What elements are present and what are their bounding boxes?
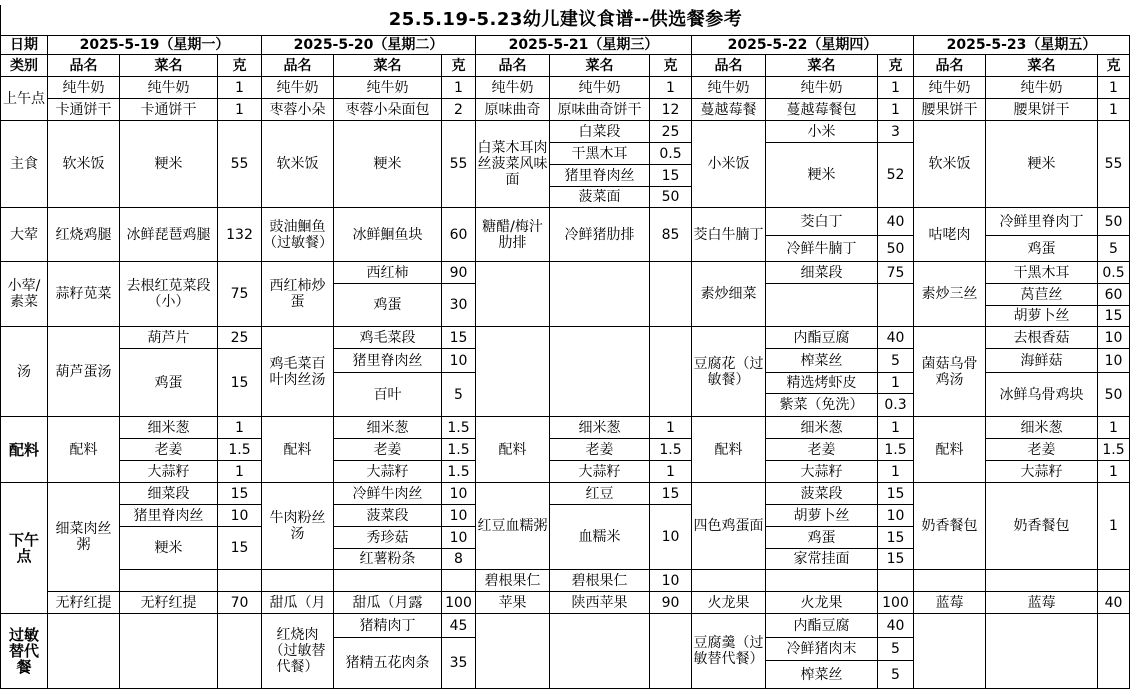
dish-cell[interactable]: 西红柿: [334, 262, 442, 284]
gram-cell[interactable]: 10: [650, 570, 692, 592]
item-cell[interactable]: 红烧肉（过敏替代餐）: [262, 614, 334, 689]
item-cell[interactable]: 菌菇乌骨鸡汤: [914, 327, 986, 417]
gram-cell[interactable]: 15: [878, 549, 914, 570]
item-cell[interactable]: 软米饭: [914, 121, 986, 208]
gram-cell[interactable]: 1.5: [218, 439, 262, 461]
gram-cell[interactable]: 0.3: [878, 394, 914, 417]
item-cell[interactable]: 无籽红提: [48, 592, 120, 614]
gram-cell[interactable]: 15: [442, 327, 476, 349]
header-date[interactable]: 日期: [0, 35, 48, 55]
category-seasoning[interactable]: 配料: [0, 417, 48, 483]
gram-cell[interactable]: 1: [878, 373, 914, 394]
dish-cell[interactable]: 莴苣丝: [986, 284, 1098, 306]
item-cell[interactable]: 蓝莓: [914, 592, 986, 614]
dish-cell[interactable]: 红薯粉条: [334, 549, 442, 570]
gram-cell[interactable]: 5: [1098, 236, 1130, 262]
dish-cell[interactable]: 鸡蛋: [986, 236, 1098, 262]
dish-cell[interactable]: 冰鲜琵琶鸡腿: [120, 208, 218, 262]
dish-cell[interactable]: 老姜: [986, 439, 1098, 461]
gram-cell[interactable]: 5: [878, 661, 914, 689]
item-cell[interactable]: 茭白牛腩丁: [692, 208, 766, 262]
item-cell[interactable]: 葫芦蛋汤: [48, 327, 120, 417]
dish-cell[interactable]: 细米葱: [120, 417, 218, 439]
gram-cell[interactable]: 100: [442, 592, 476, 614]
dish-cell[interactable]: 卡通饼干: [120, 99, 218, 121]
dish-cell[interactable]: 纯牛奶: [120, 77, 218, 99]
dish-cell[interactable]: 干黑木耳: [550, 143, 650, 165]
gram-cell[interactable]: 15: [650, 165, 692, 187]
dish-cell[interactable]: 奶香餐包: [986, 483, 1098, 570]
empty-cell[interactable]: [692, 570, 766, 592]
gram-cell[interactable]: 1: [878, 461, 914, 483]
dish-cell[interactable]: 腰果饼干: [986, 99, 1098, 121]
dish-cell[interactable]: 老姜: [334, 439, 442, 461]
gram-cell[interactable]: 1: [878, 77, 914, 99]
dish-cell[interactable]: 细米葱: [986, 417, 1098, 439]
dish-cell[interactable]: 鸡蛋: [120, 349, 218, 417]
empty-cell[interactable]: [766, 284, 878, 327]
dish-cell[interactable]: 粳米: [766, 143, 878, 208]
gram-cell[interactable]: 75: [878, 262, 914, 284]
header-day[interactable]: 2025-5-20（星期二）: [262, 35, 476, 55]
item-cell[interactable]: 素炒三丝: [914, 262, 986, 327]
dish-cell[interactable]: 纯牛奶: [550, 77, 650, 99]
gram-cell[interactable]: 132: [218, 208, 262, 262]
header-day[interactable]: 2025-5-19（星期一）: [48, 35, 262, 55]
gram-cell[interactable]: 10: [218, 505, 262, 527]
empty-cell[interactable]: [986, 614, 1098, 689]
dish-cell[interactable]: 猪里脊肉丝: [120, 505, 218, 527]
dish-cell[interactable]: 家常挂面: [766, 549, 878, 570]
item-cell[interactable]: 红烧鸡腿: [48, 208, 120, 262]
empty-cell[interactable]: [1098, 570, 1130, 592]
gram-cell[interactable]: 55: [218, 121, 262, 208]
gram-cell[interactable]: 1: [878, 417, 914, 439]
gram-cell[interactable]: 55: [442, 121, 476, 208]
empty-cell[interactable]: [218, 614, 262, 689]
item-cell[interactable]: 甜瓜（月: [262, 592, 334, 614]
dish-cell[interactable]: 菠菜面: [550, 187, 650, 208]
gram-cell[interactable]: 1: [1098, 77, 1130, 99]
item-cell[interactable]: 鸡毛菜百叶肉丝汤: [262, 327, 334, 417]
item-cell[interactable]: 红豆血糯粥: [476, 483, 550, 570]
item-cell[interactable]: 软米饭: [48, 121, 120, 208]
gram-cell[interactable]: 1: [650, 77, 692, 99]
category-veg[interactable]: 小荤/素菜: [0, 262, 48, 327]
item-cell[interactable]: 白菜木耳肉丝菠菜风味面: [476, 121, 550, 208]
empty-cell[interactable]: [218, 570, 262, 592]
dish-cell[interactable]: 菠菜段: [334, 505, 442, 527]
dish-cell[interactable]: 老姜: [766, 439, 878, 461]
category-afternoon[interactable]: 下午点: [0, 483, 48, 614]
gram-cell[interactable]: 50: [1098, 373, 1130, 417]
item-cell[interactable]: 纯牛奶: [914, 77, 986, 99]
item-cell[interactable]: 纯牛奶: [262, 77, 334, 99]
gram-cell[interactable]: 90: [442, 262, 476, 284]
header-item[interactable]: 品名: [48, 55, 120, 77]
item-cell[interactable]: 苹果: [476, 592, 550, 614]
dish-cell[interactable]: 内酯豆腐: [766, 327, 878, 349]
empty-cell[interactable]: [48, 614, 120, 689]
dish-cell[interactable]: 红豆: [550, 483, 650, 505]
gram-cell[interactable]: 0.5: [650, 143, 692, 165]
item-cell[interactable]: 原味曲奇: [476, 99, 550, 121]
item-cell[interactable]: 卡通饼干: [48, 99, 120, 121]
item-cell[interactable]: 火龙果: [692, 592, 766, 614]
empty-cell[interactable]: [1098, 614, 1130, 689]
dish-cell[interactable]: 猪里脊肉丝: [550, 165, 650, 187]
item-cell[interactable]: 配料: [262, 417, 334, 483]
gram-cell[interactable]: 1.5: [442, 461, 476, 483]
dish-cell[interactable]: 精选烤虾皮: [766, 373, 878, 394]
dish-cell[interactable]: 小米: [766, 121, 878, 143]
dish-cell[interactable]: 大蒜籽: [550, 461, 650, 483]
dish-cell[interactable]: 老姜: [120, 439, 218, 461]
dish-cell[interactable]: 冷鲜猪肉末: [766, 638, 878, 661]
dish-cell[interactable]: 碧根果仁: [550, 570, 650, 592]
dish-cell[interactable]: 冷鲜牛腩丁: [766, 236, 878, 262]
dish-cell[interactable]: 甜瓜（月露: [334, 592, 442, 614]
dish-cell[interactable]: 鸡蛋: [334, 284, 442, 327]
item-cell[interactable]: 西红柿炒蛋: [262, 262, 334, 327]
gram-cell[interactable]: 10: [878, 505, 914, 527]
header-gram[interactable]: 克: [650, 55, 692, 77]
dish-cell[interactable]: 细菜段: [766, 262, 878, 284]
gram-cell[interactable]: 50: [1098, 208, 1130, 236]
dish-cell[interactable]: 细米葱: [334, 417, 442, 439]
empty-cell[interactable]: [878, 570, 914, 592]
empty-cell[interactable]: [878, 284, 914, 327]
item-cell[interactable]: 蒜籽苋菜: [48, 262, 120, 327]
dish-cell[interactable]: 去根红苋菜段（小）: [120, 262, 218, 327]
header-dish[interactable]: 菜名: [334, 55, 442, 77]
gram-cell[interactable]: 10: [442, 527, 476, 549]
item-cell[interactable]: 纯牛奶: [48, 77, 120, 99]
gram-cell[interactable]: 25: [650, 121, 692, 143]
dish-cell[interactable]: 冰鲜鮰鱼块: [334, 208, 442, 262]
dish-cell[interactable]: 纯牛奶: [766, 77, 878, 99]
header-gram[interactable]: 克: [218, 55, 262, 77]
gram-cell[interactable]: 52: [878, 143, 914, 208]
dish-cell[interactable]: 榨菜丝: [766, 661, 878, 689]
dish-cell[interactable]: 大蒜籽: [766, 461, 878, 483]
empty-cell[interactable]: [650, 262, 692, 327]
header-dish[interactable]: 菜名: [766, 55, 878, 77]
dish-cell[interactable]: 枣蓉小朵面包: [334, 99, 442, 121]
header-gram[interactable]: 克: [442, 55, 476, 77]
item-cell[interactable]: 咕咾肉: [914, 208, 986, 262]
header-dish[interactable]: 菜名: [986, 55, 1098, 77]
dish-cell[interactable]: 大蒜籽: [986, 461, 1098, 483]
dish-cell[interactable]: 猪精五花肉条: [334, 638, 442, 689]
empty-cell[interactable]: [48, 570, 120, 592]
gram-cell[interactable]: 10: [1098, 349, 1130, 373]
gram-cell[interactable]: 15: [1098, 306, 1130, 327]
item-cell[interactable]: 纯牛奶: [692, 77, 766, 99]
item-cell[interactable]: 配料: [914, 417, 986, 483]
dish-cell[interactable]: 粳米: [120, 121, 218, 208]
item-cell[interactable]: 豆腐羹（过敏替代餐）: [692, 614, 766, 689]
gram-cell[interactable]: 1.5: [1098, 439, 1130, 461]
header-item[interactable]: 品名: [262, 55, 334, 77]
dish-cell[interactable]: 茭白丁: [766, 208, 878, 236]
gram-cell[interactable]: 75: [218, 262, 262, 327]
dish-cell[interactable]: 猪里脊肉丝: [334, 349, 442, 373]
gram-cell[interactable]: 15: [878, 527, 914, 549]
empty-cell[interactable]: [914, 570, 986, 592]
gram-cell[interactable]: 1: [218, 417, 262, 439]
empty-cell[interactable]: [476, 262, 550, 327]
item-cell[interactable]: 配料: [476, 417, 550, 483]
dish-cell[interactable]: 细菜段: [120, 483, 218, 505]
gram-cell[interactable]: 8: [442, 549, 476, 570]
empty-cell[interactable]: [442, 570, 476, 592]
dish-cell[interactable]: 猪精肉丁: [334, 614, 442, 638]
empty-cell[interactable]: [120, 614, 218, 689]
dish-cell[interactable]: 内酯豆腐: [766, 614, 878, 638]
empty-cell[interactable]: [334, 570, 442, 592]
gram-cell[interactable]: 30: [442, 284, 476, 327]
item-cell[interactable]: 枣蓉小朵: [262, 99, 334, 121]
gram-cell[interactable]: 60: [1098, 284, 1130, 306]
dish-cell[interactable]: 火龙果: [766, 592, 878, 614]
gram-cell[interactable]: 5: [878, 638, 914, 661]
dish-cell[interactable]: 胡萝卜丝: [986, 306, 1098, 327]
dish-cell[interactable]: 葫芦片: [120, 327, 218, 349]
dish-cell[interactable]: 紫菜（免洗）: [766, 394, 878, 417]
gram-cell[interactable]: 1.5: [442, 439, 476, 461]
item-cell[interactable]: 牛肉粉丝汤: [262, 483, 334, 570]
item-cell[interactable]: 配料: [692, 417, 766, 483]
header-dish[interactable]: 菜名: [550, 55, 650, 77]
gram-cell[interactable]: 1: [218, 461, 262, 483]
header-item[interactable]: 品名: [476, 55, 550, 77]
item-cell[interactable]: 细菜肉丝粥: [48, 483, 120, 592]
category-allergy[interactable]: 过敏替代餐: [0, 614, 48, 689]
gram-cell[interactable]: 1: [218, 99, 262, 121]
gram-cell[interactable]: 1: [1098, 99, 1130, 121]
gram-cell[interactable]: 40: [878, 208, 914, 236]
dish-cell[interactable]: 细米葱: [550, 417, 650, 439]
category-staple[interactable]: 主食: [0, 121, 48, 208]
gram-cell[interactable]: 5: [878, 349, 914, 373]
gram-cell[interactable]: 50: [878, 236, 914, 262]
gram-cell[interactable]: 15: [218, 527, 262, 570]
empty-cell[interactable]: [550, 262, 650, 327]
dish-cell[interactable]: 冷鲜猪肋排: [550, 208, 650, 262]
gram-cell[interactable]: 40: [878, 327, 914, 349]
item-cell[interactable]: 配料: [48, 417, 120, 483]
gram-cell[interactable]: 40: [1098, 592, 1130, 614]
empty-cell[interactable]: [914, 614, 986, 689]
dish-cell[interactable]: 粳米: [986, 121, 1098, 208]
item-cell[interactable]: 糖醋/梅汁肋排: [476, 208, 550, 262]
empty-cell[interactable]: [766, 570, 878, 592]
gram-cell[interactable]: 100: [878, 592, 914, 614]
gram-cell[interactable]: 1.5: [650, 439, 692, 461]
dish-cell[interactable]: 陕西苹果: [550, 592, 650, 614]
dish-cell[interactable]: 干黑木耳: [986, 262, 1098, 284]
gram-cell[interactable]: 70: [218, 592, 262, 614]
sheet-title[interactable]: 25.5.19-5.23幼儿建议食谱--供选餐参考: [0, 5, 1130, 35]
category-meat[interactable]: 大荤: [0, 208, 48, 262]
gram-cell[interactable]: 90: [650, 592, 692, 614]
gram-cell[interactable]: 15: [650, 483, 692, 505]
dish-cell[interactable]: 原味曲奇饼干: [550, 99, 650, 121]
header-gram[interactable]: 克: [1098, 55, 1130, 77]
dish-cell[interactable]: 蔓越莓餐包: [766, 99, 878, 121]
empty-cell[interactable]: [650, 327, 692, 417]
gram-cell[interactable]: 10: [442, 483, 476, 505]
dish-cell[interactable]: 白菜段: [550, 121, 650, 143]
gram-cell[interactable]: 0.5: [1098, 262, 1130, 284]
gram-cell[interactable]: 15: [218, 483, 262, 505]
header-day[interactable]: 2025-5-21（星期三）: [476, 35, 692, 55]
gram-cell[interactable]: 15: [878, 483, 914, 505]
dish-cell[interactable]: 纯牛奶: [986, 77, 1098, 99]
dish-cell[interactable]: 老姜: [550, 439, 650, 461]
gram-cell[interactable]: 1: [1098, 483, 1130, 570]
gram-cell[interactable]: 1: [650, 417, 692, 439]
dish-cell[interactable]: 蓝莓: [986, 592, 1098, 614]
dish-cell[interactable]: 细米葱: [766, 417, 878, 439]
gram-cell[interactable]: 1: [1098, 461, 1130, 483]
gram-cell[interactable]: 2: [442, 99, 476, 121]
gram-cell[interactable]: 1: [878, 99, 914, 121]
gram-cell[interactable]: 40: [878, 614, 914, 638]
gram-cell[interactable]: 10: [442, 505, 476, 527]
dish-cell[interactable]: 百叶: [334, 373, 442, 417]
header-item[interactable]: 品名: [692, 55, 766, 77]
dish-cell[interactable]: 海鲜菇: [986, 349, 1098, 373]
gram-cell[interactable]: 35: [442, 638, 476, 689]
dish-cell[interactable]: 榨菜丝: [766, 349, 878, 373]
gram-cell[interactable]: 85: [650, 208, 692, 262]
item-cell[interactable]: 小米饭: [692, 121, 766, 208]
dish-cell[interactable]: 冷鲜牛肉丝: [334, 483, 442, 505]
gram-cell[interactable]: 45: [442, 614, 476, 638]
gram-cell[interactable]: 25: [218, 327, 262, 349]
header-gram[interactable]: 克: [878, 55, 914, 77]
gram-cell[interactable]: 1: [218, 77, 262, 99]
gram-cell[interactable]: 1: [442, 77, 476, 99]
item-cell[interactable]: 奶香餐包: [914, 483, 986, 570]
dish-cell[interactable]: 去根香菇: [986, 327, 1098, 349]
dish-cell[interactable]: 鸡毛菜段: [334, 327, 442, 349]
gram-cell[interactable]: 10: [442, 349, 476, 373]
header-day[interactable]: 2025-5-22（星期四）: [692, 35, 914, 55]
header-day[interactable]: 2025-5-23（星期五）: [914, 35, 1130, 55]
gram-cell[interactable]: 1.5: [878, 439, 914, 461]
gram-cell[interactable]: 55: [1098, 121, 1130, 208]
empty-cell[interactable]: [550, 327, 650, 417]
item-cell[interactable]: 碧根果仁: [476, 570, 550, 592]
gram-cell[interactable]: 5: [442, 373, 476, 417]
gram-cell[interactable]: 1: [650, 461, 692, 483]
dish-cell[interactable]: 冷鲜里脊肉丁: [986, 208, 1098, 236]
item-cell[interactable]: 豆腐花（过敏餐）: [692, 327, 766, 417]
dish-cell[interactable]: 胡萝卜丝: [766, 505, 878, 527]
dish-cell[interactable]: 血糯米: [550, 505, 650, 570]
item-cell[interactable]: 蔓越莓餐: [692, 99, 766, 121]
item-cell[interactable]: 纯牛奶: [476, 77, 550, 99]
dish-cell[interactable]: 鸡蛋: [766, 527, 878, 549]
dish-cell[interactable]: 大蒜籽: [334, 461, 442, 483]
dish-cell[interactable]: 菠菜段: [766, 483, 878, 505]
empty-cell[interactable]: [476, 614, 550, 689]
dish-cell[interactable]: 冰鲜乌骨鸡块: [986, 373, 1098, 417]
dish-cell[interactable]: 无籽红提: [120, 592, 218, 614]
item-cell[interactable]: 素炒细菜: [692, 262, 766, 327]
gram-cell[interactable]: 12: [650, 99, 692, 121]
gram-cell[interactable]: 3: [878, 121, 914, 143]
gram-cell[interactable]: 1.5: [442, 417, 476, 439]
gram-cell[interactable]: 10: [650, 505, 692, 570]
empty-cell[interactable]: [986, 570, 1098, 592]
gram-cell[interactable]: 1: [1098, 417, 1130, 439]
item-cell[interactable]: 四色鸡蛋面: [692, 483, 766, 570]
header-dish[interactable]: 菜名: [120, 55, 218, 77]
header-item[interactable]: 品名: [914, 55, 986, 77]
dish-cell[interactable]: 纯牛奶: [334, 77, 442, 99]
gram-cell[interactable]: 15: [218, 349, 262, 417]
item-cell[interactable]: 豉油鮰鱼（过敏餐）: [262, 208, 334, 262]
dish-cell[interactable]: 秀珍菇: [334, 527, 442, 549]
gram-cell[interactable]: 60: [442, 208, 476, 262]
empty-cell[interactable]: [650, 614, 692, 689]
empty-cell[interactable]: [262, 570, 334, 592]
dish-cell[interactable]: 大蒜籽: [120, 461, 218, 483]
header-category[interactable]: 类别: [0, 55, 48, 77]
empty-cell[interactable]: [550, 614, 650, 689]
empty-cell[interactable]: [476, 327, 550, 417]
dish-cell[interactable]: 粳米: [120, 527, 218, 570]
gram-cell[interactable]: 10: [1098, 327, 1130, 349]
category-soup[interactable]: 汤: [0, 327, 48, 417]
gram-cell[interactable]: 50: [650, 187, 692, 208]
dish-cell[interactable]: 粳米: [334, 121, 442, 208]
category-morning[interactable]: 上午点: [0, 77, 48, 121]
item-cell[interactable]: 软米饭: [262, 121, 334, 208]
empty-cell[interactable]: [120, 570, 218, 592]
item-cell[interactable]: 腰果饼干: [914, 99, 986, 121]
